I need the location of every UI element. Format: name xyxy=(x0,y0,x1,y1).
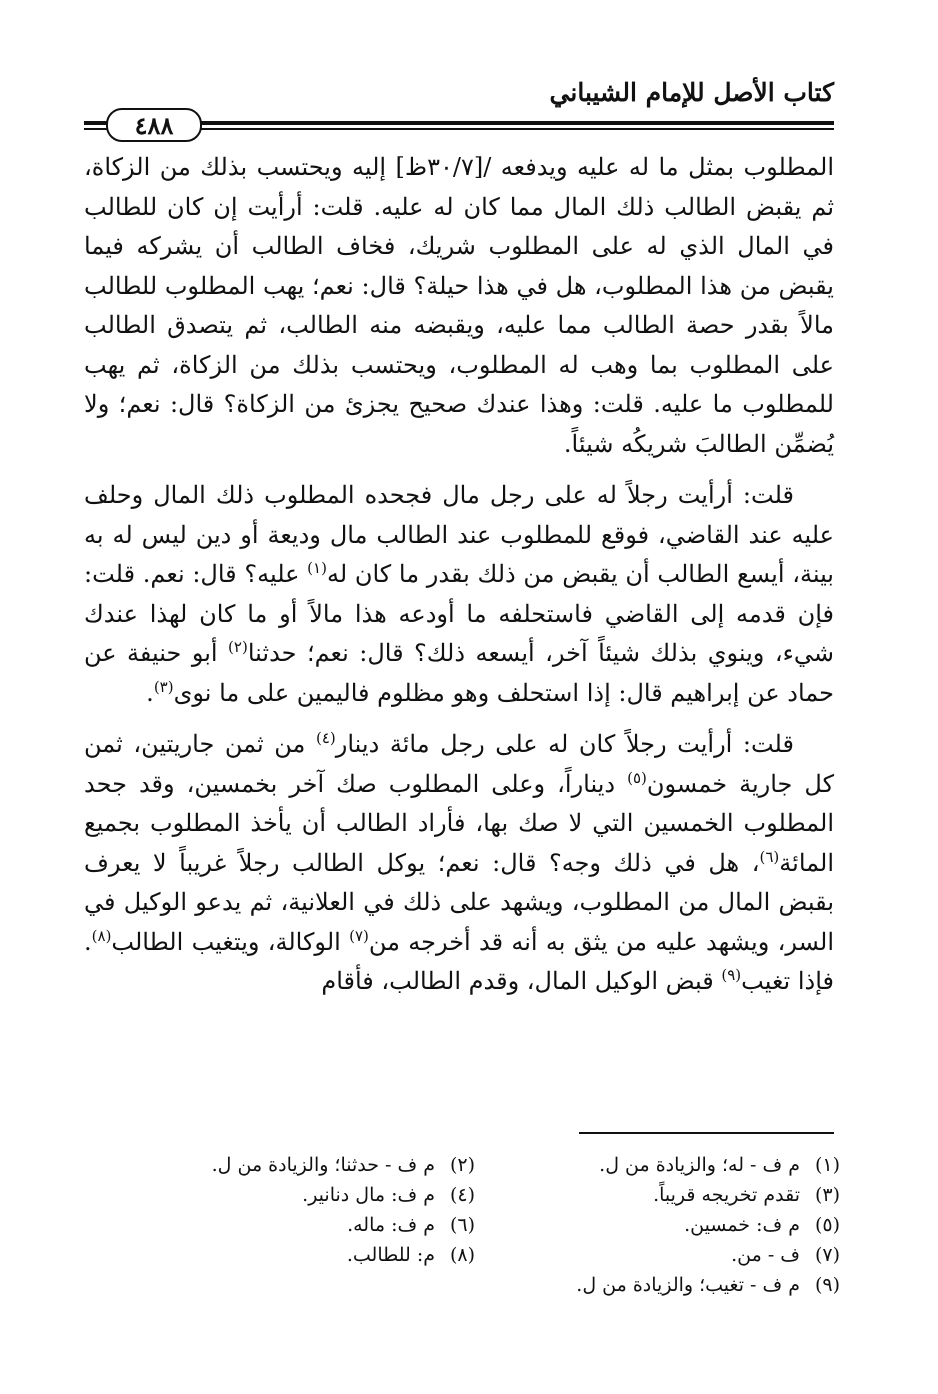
paragraph-2-seg-2: عليه؟ قال: نعم. قلت: فإن قدمه إلى القاضي فاستحلفه ما أودعه هذا مالاً أو ما كان لهذا عندك شيء، وينوي بذلك شيئاً آخر، أيسعه ذلك؟ قال: نعم؛ حدثنا xyxy=(84,560,834,667)
footnote-row xyxy=(110,1240,840,1270)
footnote-text: م ف: مال دنانير. xyxy=(302,1184,435,1206)
footnote-row xyxy=(110,1180,840,1210)
footnote-ref-2[interactable]: (٢) xyxy=(228,638,248,656)
footnote-number: (٩) xyxy=(814,1274,840,1296)
footnote-text: م ف: ماله. xyxy=(347,1214,435,1236)
paragraph-1-text: المطلوب بمثل ما له عليه ويدفعه /[٣٠/٧ظ] إليه ويحتسب بذلك من الزكاة، ثم يقبض الطالب ذلك المال مما كان له عليه. قلت: أرأيت إن كان للطالب في المال الذي له على المطلوب شريك، فخاف الطالب أن يشركه فيما يقبض من هذا المطلوب، هل في هذا حيلة؟ قال: نعم؛ يهب المطلوب للطالب مالاً بقدر حصة الطالب مما عليه، ويقبضه منه الطالب، ثم يتصدق الطالب على المطلوب بما وهب له المطلوب، ويحتسب بذلك من الزكاة، ثم يهب للمطلوب ما عليه. قلت: وهذا عندك صحيح يجزئ من الزكاة؟ قال: نعم؛ ولا يُضمِّن الطالبَ شريكُه شيئاً. xyxy=(84,153,835,458)
page-header xyxy=(84,78,834,148)
book-title: كتاب الأصل للإمام الشيباني xyxy=(549,78,834,107)
footnote-ref-6[interactable]: (٦) xyxy=(759,847,780,866)
footnote-separator xyxy=(579,1132,834,1134)
footnote-ref-9[interactable]: (٩) xyxy=(721,966,742,984)
paragraph-3-seg-3: ديناراً، وعلى المطلوب صك آخر بخمسين، وقد جحد المطلوب الخمسين التي لا صك بها، فأراد الطالب أن يأخذ المطلوب بجميع المائة xyxy=(84,769,834,877)
footnote-text: م ف - حدثنا؛ والزيادة من ل. xyxy=(211,1154,435,1176)
footnote-2 xyxy=(110,1150,475,1180)
footnote-5 xyxy=(475,1210,840,1240)
footnote-ref-4[interactable]: (٤) xyxy=(315,729,336,747)
footnote-8 xyxy=(110,1240,475,1270)
footnote-text: م ف - له؛ والزيادة من ل. xyxy=(599,1154,800,1176)
paragraph-2 xyxy=(84,476,834,713)
footnote-text: م ف - تغيب؛ والزيادة من ل. xyxy=(576,1274,800,1296)
paragraph-3-seg-5: الوكالة، ويتغيب الطالب xyxy=(111,927,350,956)
footnote-number: (٥) xyxy=(814,1214,840,1236)
footnote-ref-8[interactable]: (٨) xyxy=(91,926,112,945)
paragraph-3-seg-6: . فإذا تغيب xyxy=(84,927,834,995)
footnote-ref-3[interactable]: (٣) xyxy=(153,677,174,696)
paragraph-2-seg-4: . xyxy=(146,678,154,707)
footnote-9 xyxy=(475,1270,840,1300)
footnote-number: (٨) xyxy=(449,1244,475,1266)
footnote-4 xyxy=(110,1180,475,1210)
paragraph-2-seg-3: أبو حنيفة عن حماد عن إبراهيم قال: إذا استحلف وهو مظلوم فاليمين على ما نوى xyxy=(84,639,834,707)
footnote-7 xyxy=(475,1240,840,1270)
paragraph-3-seg-4: ، هل في ذلك وجه؟ قال: نعم؛ يوكل الطالب رجلاً غريباً لا يعرف بقبض المال من المطلوب، ويشهد على ذلك في العلانية، ثم يدعو الوكيل في السر، ويشهد عليه من يثق به أنه قد أخرجه من xyxy=(84,848,834,956)
footnote-number: (٤) xyxy=(449,1184,475,1206)
footnote-1 xyxy=(475,1150,840,1180)
footnote-number: (٧) xyxy=(814,1244,840,1266)
page-number: ٤٨٨ xyxy=(106,108,202,142)
footnote-6 xyxy=(110,1210,475,1240)
footnote-number: (٦) xyxy=(449,1214,475,1236)
footnote-number: (٢) xyxy=(449,1154,475,1176)
footnote-text: ف - من. xyxy=(731,1244,800,1266)
footnote-row xyxy=(110,1150,840,1180)
footnotes xyxy=(110,1150,840,1300)
footnote-text: م ف: خمسين. xyxy=(684,1214,800,1236)
footnote-3 xyxy=(475,1180,840,1210)
footnote-ref-5[interactable]: (٥) xyxy=(627,768,647,787)
main-text xyxy=(84,148,834,1002)
paragraph-3-seg-1: قلت: أرأيت رجلاً كان له على رجل مائة دينار xyxy=(335,730,794,758)
paragraph-3-seg-2: من ثمن جاريتين، ثمن كل جارية خمسون xyxy=(84,730,834,798)
paragraph-1 xyxy=(84,148,834,464)
footnote-number: (١) xyxy=(814,1154,840,1176)
footnote-ref-7[interactable]: (٧) xyxy=(349,926,369,945)
paragraph-3-seg-7: قبض الوكيل المال، وقدم الطالب، فأقام xyxy=(321,967,722,995)
footnote-number: (٣) xyxy=(814,1184,840,1206)
footnote-ref-1[interactable]: (١) xyxy=(307,559,327,577)
paragraph-2-seg-1: قلت: أرأيت رجلاً له على رجل مال فجحده المطلوب ذلك المال وحلف عليه عند القاضي، فوقع للمطلوب عند الطالب مال وديعة أو دين ليس له به بينة، أيسع الطالب أن يقبض من ذلك بقدر ما كان له xyxy=(84,481,834,588)
footnote-row xyxy=(110,1210,840,1240)
paragraph-3 xyxy=(84,725,834,1002)
footnote-row xyxy=(110,1270,840,1300)
footnote-text: م: للطالب. xyxy=(346,1244,435,1266)
footnote-text: تقدم تخريجه قريباً. xyxy=(653,1184,800,1206)
